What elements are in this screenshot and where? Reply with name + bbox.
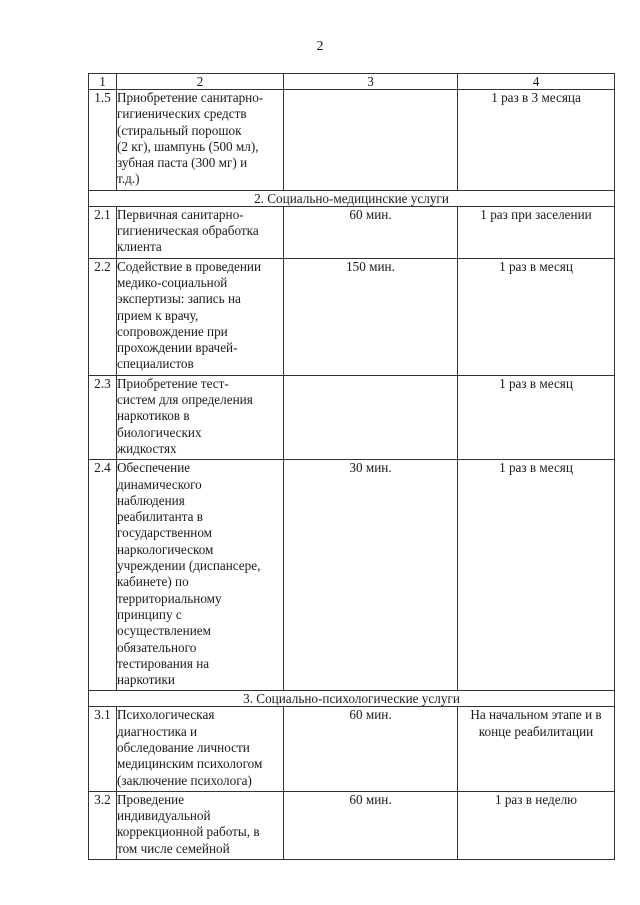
- service-name: [117, 206, 284, 258]
- service-frequency-line: 1 раз в месяц: [499, 375, 573, 391]
- service-name: [117, 707, 284, 791]
- service-name-line: тестирования на: [117, 655, 210, 671]
- row-number: 3.2: [89, 791, 117, 859]
- service-name-line: Первичная санитарно-: [117, 206, 244, 222]
- service-name-line: Содействие в проведении: [117, 258, 262, 274]
- service-name-line: том числе семейной: [117, 840, 230, 856]
- page-number: 2: [316, 39, 324, 54]
- service-name: [117, 460, 284, 691]
- service-frequency-line: 1 раз в месяц: [499, 258, 573, 274]
- service-name-line: (стиральный порошок: [117, 122, 242, 138]
- row-number: 1.5: [89, 90, 117, 191]
- service-name-line: Проведение: [117, 791, 185, 807]
- service-name-line: динамического: [117, 476, 202, 492]
- services-table: [88, 73, 615, 860]
- service-duration: [284, 375, 458, 459]
- service-name-line: принципу с: [117, 606, 182, 622]
- service-name-line: обследование личности: [117, 739, 250, 755]
- service-name-line: кабинете) по: [117, 574, 189, 590]
- service-frequency-line: 1 раз при заселении: [480, 206, 592, 222]
- service-name-line: территориальному: [117, 590, 222, 606]
- service-name-line: гигиенических средств: [117, 106, 247, 122]
- service-frequency: [458, 707, 615, 791]
- row-number: 2.2: [89, 258, 117, 375]
- service-name: [117, 258, 284, 375]
- service-duration: 60 мин.: [284, 791, 458, 859]
- service-name-line: медицинским психологом: [117, 756, 263, 772]
- service-duration: 30 мин.: [284, 460, 458, 691]
- row-number: 3.1: [89, 707, 117, 791]
- table-row: [89, 460, 615, 691]
- service-name-line: Приобретение тест-: [117, 375, 229, 391]
- service-name-line: наркотиков в: [117, 408, 190, 424]
- service-name-line: наркологическом: [117, 541, 214, 557]
- section-title: 3. Социально-психологические услуги: [89, 691, 615, 707]
- row-number: 2.4: [89, 460, 117, 691]
- service-name-line: прием к врачу,: [117, 307, 199, 323]
- service-name: [117, 791, 284, 859]
- row-number: 2.3: [89, 375, 117, 459]
- service-name-line: биологических: [117, 424, 202, 440]
- service-name-line: т.д.): [117, 171, 140, 187]
- header-col-2: 2: [117, 74, 284, 90]
- service-name-line: клиента: [117, 239, 162, 255]
- table-row: [89, 375, 615, 459]
- service-name-line: коррекционной работы, в: [117, 824, 260, 840]
- service-frequency-line: На начальном этапе и в: [470, 707, 602, 723]
- service-frequency: [458, 258, 615, 375]
- service-name-line: гигиеническая обработка: [117, 223, 259, 239]
- service-name-line: диагностика и: [117, 723, 198, 739]
- section-header-row: [89, 190, 615, 206]
- table-header-row: [89, 74, 615, 90]
- table-row: [89, 791, 615, 859]
- service-name-line: медико-социальной: [117, 274, 228, 290]
- service-name-line: (2 кг), шампунь (500 мл),: [117, 138, 259, 154]
- service-frequency: [458, 375, 615, 459]
- service-name-line: осуществлением: [117, 623, 211, 639]
- service-name-line: Обеспечение: [117, 460, 191, 476]
- service-name-line: государственном: [117, 525, 213, 541]
- service-name-line: Приобретение санитарно-: [117, 90, 264, 105]
- service-frequency: [458, 791, 615, 859]
- service-name: [117, 375, 284, 459]
- table-row: [89, 206, 615, 258]
- service-name-line: экспертизы: запись на: [117, 291, 241, 307]
- service-name-line: реабилитанта в: [117, 509, 204, 525]
- table-row: [89, 90, 615, 191]
- service-name-line: индивидуальной: [117, 808, 211, 824]
- service-frequency-line: 1 раз в месяц: [499, 460, 573, 476]
- service-duration: [284, 90, 458, 191]
- services-table-body: [89, 74, 615, 860]
- service-frequency: [458, 90, 615, 191]
- service-name-line: (заключение психолога): [117, 772, 252, 788]
- service-duration: 60 мин.: [284, 707, 458, 791]
- table-row: [89, 707, 615, 791]
- section-title: 2. Социально-медицинские услуги: [89, 190, 615, 206]
- service-name: [117, 90, 284, 191]
- service-name-line: обязательного: [117, 639, 197, 655]
- service-name-line: Психологическая: [117, 707, 215, 723]
- service-name-line: наблюдения: [117, 492, 185, 508]
- service-frequency-line: конце реабилитации: [478, 723, 594, 739]
- table-row: [89, 258, 615, 375]
- service-name-line: жидкостях: [117, 440, 177, 456]
- service-frequency: [458, 206, 615, 258]
- service-name-line: систем для определения: [117, 392, 253, 408]
- service-frequency: [458, 460, 615, 691]
- service-name-line: учреждении (диспансере,: [117, 558, 261, 574]
- service-name-line: зубная паста (300 мг) и: [117, 155, 248, 171]
- row-number: 2.1: [89, 206, 117, 258]
- service-duration: 150 мин.: [284, 258, 458, 375]
- service-name-line: сопровождение при: [117, 323, 228, 339]
- header-col-3: 3: [284, 74, 458, 90]
- service-frequency-line: 1 раз в неделю: [494, 791, 578, 807]
- service-name-line: специалистов: [117, 356, 194, 372]
- header-col-4: 4: [458, 74, 615, 90]
- service-name-line: прохождении врачей-: [117, 340, 238, 356]
- service-frequency-line: 1 раз в 3 месяца: [491, 90, 581, 105]
- service-duration: 60 мин.: [284, 206, 458, 258]
- service-name-line: наркотики: [117, 672, 175, 688]
- header-col-1: 1: [89, 74, 117, 90]
- section-header-row: [89, 691, 615, 707]
